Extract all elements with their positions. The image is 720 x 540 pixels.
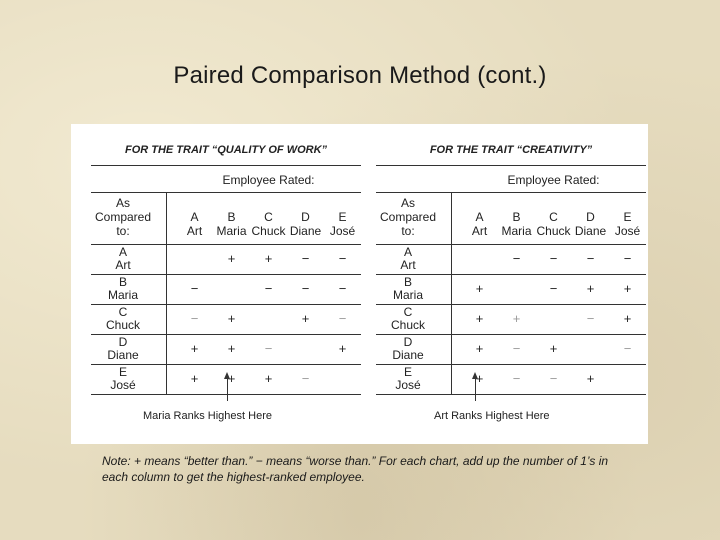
arrow-shaft <box>227 379 228 401</box>
column-letter: B <box>512 210 521 224</box>
plus-mark: + <box>586 371 595 386</box>
footnote: Note: + means “better than.” − means “worse than.” For each chart, add up the number of 1’s in each column to get the highest-ranked employee. <box>102 454 609 484</box>
row-header <box>91 246 155 272</box>
as-compared-line: to: <box>116 224 130 238</box>
column-header <box>535 210 572 238</box>
column-letter: B <box>227 210 236 224</box>
column-name: Art <box>471 224 488 238</box>
row-name: Diane <box>107 348 139 362</box>
as-compared-line: As <box>115 196 130 210</box>
column-name: Art <box>186 224 203 238</box>
column-header <box>461 210 498 238</box>
column-letter: E <box>338 210 347 224</box>
label-divider <box>166 192 167 394</box>
slide-title: Paired Comparison Method (cont.) <box>173 62 547 89</box>
minus-mark: − <box>338 281 347 296</box>
minus-mark: − <box>301 281 310 296</box>
up-arrow-icon <box>224 372 230 379</box>
minus-mark: − <box>190 311 199 326</box>
row-name: Chuck <box>390 318 425 332</box>
column-name: José <box>614 224 641 238</box>
row-header <box>376 246 440 272</box>
minus-mark: − <box>264 281 273 296</box>
row-name: Diane <box>392 348 424 362</box>
title-rule <box>91 165 361 166</box>
plus-mark: + <box>264 371 273 386</box>
row-name: Maria <box>107 288 138 302</box>
minus-mark: − <box>301 251 310 266</box>
header-rule <box>91 244 361 245</box>
row-header <box>376 336 440 362</box>
minus-mark: − <box>586 311 595 326</box>
as-compared-label <box>91 196 155 238</box>
row-rule <box>91 304 361 305</box>
column-letter: D <box>301 210 310 224</box>
minus-mark: − <box>512 251 521 266</box>
column-header <box>324 210 361 238</box>
title-rule <box>376 165 646 166</box>
plus-mark: + <box>475 371 484 386</box>
row-rule <box>91 334 361 335</box>
row-header <box>376 276 440 302</box>
row-letter: A <box>118 245 127 259</box>
row-rule <box>91 394 361 395</box>
row-header <box>376 306 440 332</box>
plus-mark: + <box>190 341 199 356</box>
up-arrow-icon <box>472 372 478 379</box>
column-letter: E <box>623 210 632 224</box>
minus-mark: − <box>264 341 273 356</box>
plus-mark: + <box>227 311 236 326</box>
plus-mark: + <box>227 371 236 386</box>
plus-mark: + <box>512 311 521 326</box>
subheader-rule <box>376 192 646 193</box>
column-name: Maria <box>501 224 532 238</box>
column-letter: D <box>586 210 595 224</box>
quality-of-work-chart <box>91 124 361 444</box>
column-letter: C <box>264 210 273 224</box>
minus-mark: − <box>549 371 558 386</box>
arrow-label: Maria Ranks Highest Here <box>143 410 272 422</box>
as-compared-line: to: <box>401 224 415 238</box>
comparison-figure <box>71 124 648 444</box>
creativity-chart <box>376 124 646 444</box>
row-rule <box>91 364 361 365</box>
minus-mark: − <box>338 311 347 326</box>
row-letter: B <box>403 275 412 289</box>
employee-rated-label: Employee Rated: <box>222 173 315 187</box>
plus-mark: + <box>227 341 236 356</box>
row-letter: E <box>403 365 412 379</box>
row-name: Maria <box>392 288 423 302</box>
column-header <box>572 210 609 238</box>
column-header <box>250 210 287 238</box>
as-compared-line: As <box>400 196 415 210</box>
row-rule <box>376 394 646 395</box>
as-compared-line: Compared <box>94 210 152 224</box>
row-letter: E <box>118 365 127 379</box>
row-letter: B <box>118 275 127 289</box>
minus-mark: − <box>338 251 347 266</box>
minus-mark: − <box>623 251 632 266</box>
as-compared-line: Compared <box>379 210 437 224</box>
row-letter: D <box>118 335 128 349</box>
column-header <box>498 210 535 238</box>
column-letter: A <box>475 210 484 224</box>
plus-mark: + <box>623 281 632 296</box>
row-letter: C <box>118 305 128 319</box>
column-name: Diane <box>289 224 322 238</box>
row-header <box>91 366 155 392</box>
plus-mark: + <box>623 311 632 326</box>
arrow-shaft <box>475 379 476 401</box>
plus-mark: + <box>475 341 484 356</box>
row-letter: A <box>403 245 412 259</box>
subheader-rule <box>91 192 361 193</box>
plus-mark: + <box>190 371 199 386</box>
row-name: José <box>395 378 421 392</box>
column-header <box>609 210 646 238</box>
minus-mark: − <box>549 251 558 266</box>
row-header <box>91 306 155 332</box>
row-header <box>91 276 155 302</box>
header-rule <box>376 244 646 245</box>
row-name: José <box>110 378 136 392</box>
column-header <box>176 210 213 238</box>
arrow-label: Art Ranks Highest Here <box>434 410 550 422</box>
row-name: Chuck <box>105 318 140 332</box>
minus-mark: − <box>190 281 199 296</box>
minus-mark: − <box>301 371 310 386</box>
minus-mark: − <box>512 371 521 386</box>
row-rule <box>376 274 646 275</box>
plus-mark: + <box>475 311 484 326</box>
row-letter: C <box>403 305 413 319</box>
minus-mark: − <box>623 341 632 356</box>
plus-mark: + <box>227 251 236 266</box>
column-name: José <box>329 224 356 238</box>
row-rule <box>376 364 646 365</box>
employee-rated-label: Employee Rated: <box>507 173 600 187</box>
column-header <box>213 210 250 238</box>
minus-mark: − <box>586 251 595 266</box>
row-header <box>91 336 155 362</box>
row-header <box>376 366 440 392</box>
plus-mark: + <box>475 281 484 296</box>
column-name: Maria <box>216 224 247 238</box>
plus-mark: + <box>264 251 273 266</box>
plus-mark: + <box>301 311 310 326</box>
row-rule <box>376 334 646 335</box>
row-name: Art <box>400 258 416 272</box>
minus-mark: − <box>549 281 558 296</box>
trait-title: FOR THE TRAIT “QUALITY OF WORK” <box>124 144 328 156</box>
column-header <box>287 210 324 238</box>
trait-title: FOR THE TRAIT “CREATIVITY” <box>429 144 593 156</box>
plus-mark: + <box>549 341 558 356</box>
row-rule <box>376 304 646 305</box>
row-letter: D <box>403 335 413 349</box>
column-letter: A <box>190 210 199 224</box>
minus-mark: − <box>512 341 521 356</box>
row-rule <box>91 274 361 275</box>
column-name: Diane <box>574 224 607 238</box>
as-compared-label <box>376 196 440 238</box>
column-letter: C <box>549 210 558 224</box>
label-divider <box>451 192 452 394</box>
plus-mark: + <box>586 281 595 296</box>
column-name: Chuck <box>536 224 571 238</box>
column-name: Chuck <box>251 224 286 238</box>
plus-mark: + <box>338 341 347 356</box>
row-name: Art <box>115 258 131 272</box>
